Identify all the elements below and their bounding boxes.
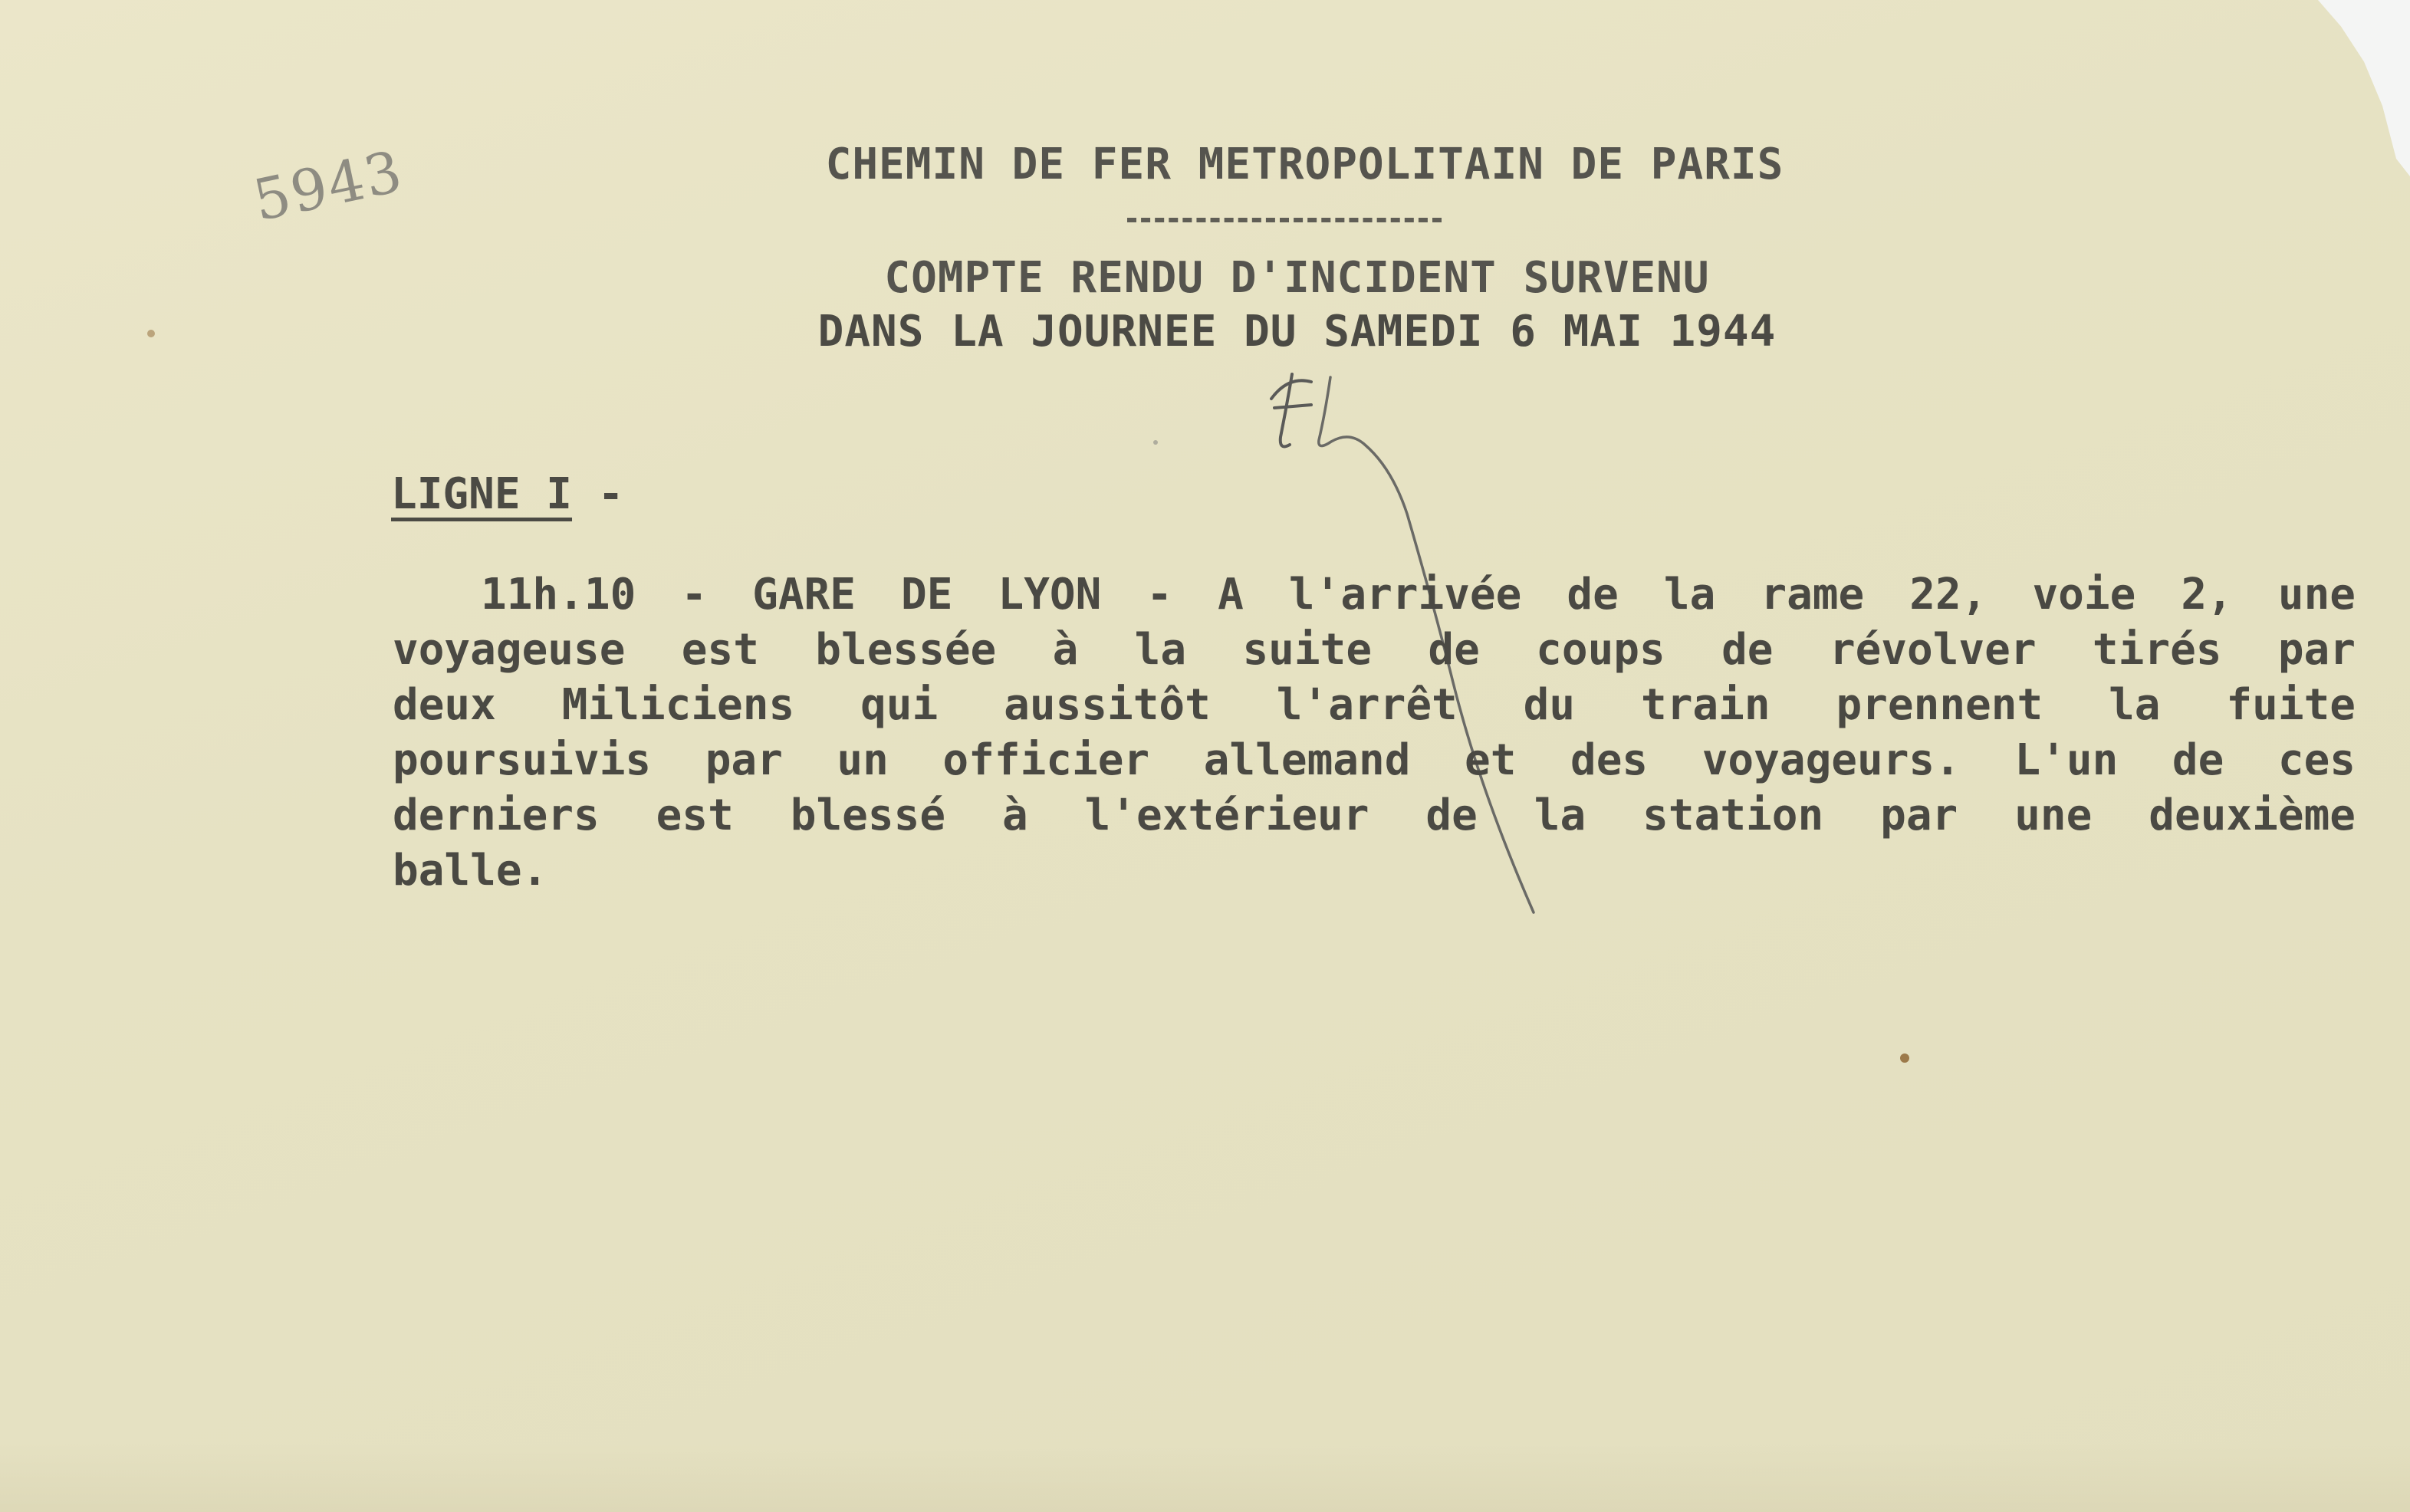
section-title: LIGNE I	[391, 469, 573, 519]
section-heading	[391, 469, 623, 519]
paper-speck	[1153, 440, 1158, 445]
section-title-dash: -	[597, 469, 624, 519]
body-line: 11h.10 - GARE DE LYON - A l'arrivée de la rame 22, voie 2, une	[481, 570, 2356, 620]
paper-speck	[1900, 1053, 1909, 1063]
report-title: COMPTE RENDU D'INCIDENT SURVENU	[884, 253, 1710, 303]
paper-bottom-edge	[0, 1443, 2410, 1512]
body-line: balle.	[393, 846, 548, 896]
archive-number: 5943	[248, 138, 409, 235]
header-divider	[1127, 218, 1442, 222]
body-line: poursuivis par un officier allemand et des voyageurs. L'un de ces	[393, 735, 2356, 785]
paper-speck	[147, 330, 155, 337]
header-title: CHEMIN DE FER METROPOLITAIN DE PARIS	[825, 140, 1784, 189]
incident-report-body	[393, 567, 2356, 899]
body-line: deux Miliciens qui aussitôt l'arrêt du train prennent la fuite	[393, 680, 2356, 730]
body-line: voyageuse est blessée à la suite de coups de révolver tirés par	[393, 625, 2356, 675]
body-line: derniers est blessé à l'extérieur de la station par une deuxième	[393, 791, 2356, 840]
report-date: DANS LA JOURNEE DU SAMEDI 6 MAI 1944	[817, 307, 1777, 357]
